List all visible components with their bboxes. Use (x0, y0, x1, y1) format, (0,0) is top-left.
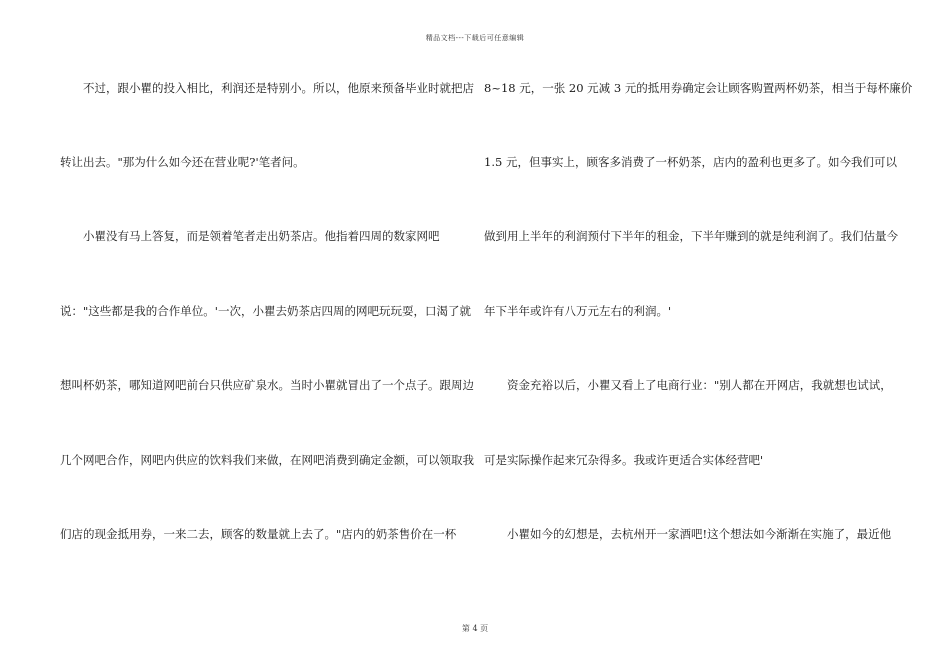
paragraph-line: 8~18 元，一张 20 元减 3 元的抵用券确定会让顾客购置两杯奶茶，相当于每杯廉价 (484, 81, 913, 95)
page-number: 第 4 页 (461, 624, 489, 633)
paragraph-line: 1.5 元，但事实上，顾客多消费了一杯奶茶，店内的盈利也更多了。如今我们可以 (484, 155, 897, 169)
page-header: 精品文档---下载后可任意编辑 (425, 34, 525, 42)
paragraph-line: 说："这些都是我的合作单位。'一次，小瞿去奶茶店四周的网吧玩玩耍，口渴了就 (60, 304, 471, 318)
paragraph-line: 转让出去。"那为什么如今还在营业呢?'笔者问。 (60, 155, 305, 169)
paragraph-line: 资金充裕以后，小瞿又看上了电商行业："别人都在开网店，我就想也试试， (507, 378, 892, 392)
paragraph-line: 们店的现金抵用券，一来二去，顾客的数量就上去了。"店内的奶茶售价在一杯 (60, 527, 457, 541)
paragraph-line: 可是实际操作起来冗杂得多。我或许更适合实体经营吧' (484, 453, 764, 467)
paragraph-line: 几个网吧合作，网吧内供应的饮料我们来做，在网吧消费到确定金额，可以领取我 (60, 453, 474, 467)
paragraph-line: 不过，跟小瞿的投入相比，利润还是特别小。所以，他原来预备毕业时就把店 (83, 81, 474, 95)
paragraph-line: 年下半年或许有八万元左右的利润。' (484, 304, 672, 318)
paragraph-line: 小瞿没有马上答复，而是领着笔者走出奶茶店。他指着四周的数家网吧 (83, 229, 440, 243)
paragraph-line: 想叫杯奶茶，哪知道网吧前台只供应矿泉水。当时小瞿就冒出了一个点子。跟周边 (60, 378, 474, 392)
paragraph-line: 做到用上半年的利润预付下半年的租金，下半年赚到的就是纯利润了。我们估量今 (484, 229, 898, 243)
paragraph-line: 小瞿如今的幻想是，去杭州开一家酒吧!这个想法如今渐渐在实施了，最近他 (507, 527, 892, 541)
